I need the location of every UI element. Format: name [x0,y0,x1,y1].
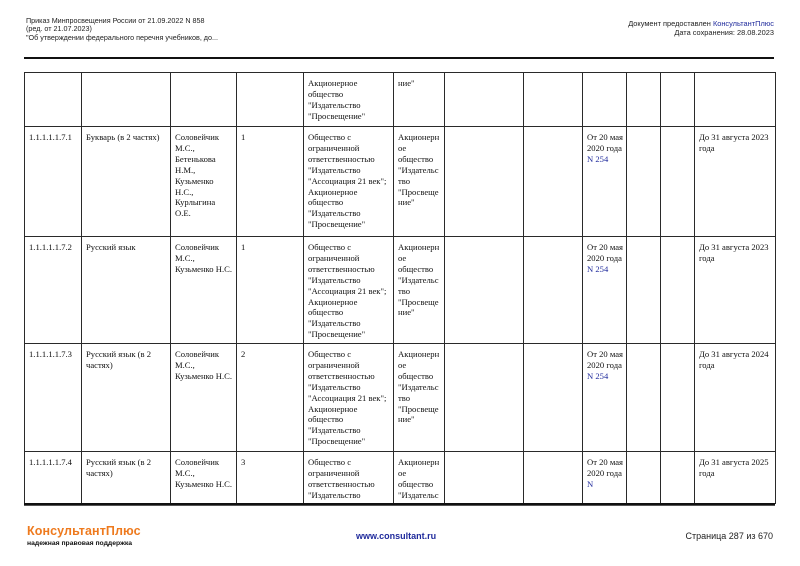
cell-legal-holder: ние" [394,73,445,127]
cell-grade: 1 [237,237,304,344]
cell-valid-until: До 31 августа 2023 года [695,237,776,344]
cell-order: От 20 мая 2020 года N 254 [583,127,627,237]
textbook-table [24,72,776,504]
cell-valid-until: До 31 августа 2024 года [695,344,776,452]
cell-code: 1.1.1.1.1.7.3 [25,344,82,452]
cell-publisher: Общество с ограниченной ответственностью "Издательство [304,452,394,504]
order-link[interactable]: N 254 [587,370,609,381]
cell-title: Русский язык (в 2 частях) [82,344,171,452]
cell-valid-until: До 31 августа 2025 года [695,452,776,504]
cell-title: Русский язык [82,237,171,344]
cell-code: 1.1.1.1.1.7.2 [25,237,82,344]
consultant-logo: КонсультантПлюс [27,524,141,538]
cell-publisher: Акционерное общество "Издательство "Просвещение" [304,73,394,127]
cell-publisher: Общество с ограниченной ответственностью "Издательство "Ассоциация 21 век"; Акционерное общество "Издательство "Просвещение" [304,344,394,452]
cell-authors: Соловейчик М.С., Кузьменко Н.С. [171,452,237,504]
cell-title: Букварь (в 2 частях) [82,127,171,237]
order-link[interactable]: N 254 [587,263,609,274]
cell-order: От 20 мая 2020 года N [583,452,627,504]
cell-legal-holder: Акционерн ое общество "Издательс тво "Просвеще ние" [394,237,445,344]
cell-order: От 20 мая 2020 года N 254 [583,344,627,452]
cell-code: 1.1.1.1.1.7.4 [25,452,82,504]
cell-grade: 1 [237,127,304,237]
order-link[interactable]: N 254 [587,153,609,164]
order-revision: (ред. от 21.07.2023) [26,24,92,34]
cell-authors: Соловейчик М.С., Кузьменко Н.С. [171,237,237,344]
logo-tagline: надежная правовая поддержка [27,540,133,547]
cell-publisher: Общество с ограниченной ответственностью "Издательство "Ассоциация 21 век"; Акционерное общество "Издательство "Просвещение" [304,127,394,237]
cell-authors: Соловейчик М.С., Бетенькова Н.М., Кузьменко Н.С., Курлыгина О.Е. [171,127,237,237]
table-row [25,237,776,344]
cell-grade: 2 [237,344,304,452]
cell-valid-until: До 31 августа 2023 года [695,127,776,237]
document-header-left [26,17,218,42]
cell-code: 1.1.1.1.1.7.1 [25,127,82,237]
footer-divider [24,503,775,506]
table-row [25,344,776,452]
cell-legal-holder: Акционерн ое общество "Издательс [394,452,445,504]
page-counter: Страница 287 из 670 [685,531,773,541]
save-date: Дата сохранения: 28.08.2023 [674,28,774,37]
cell-legal-holder: Акционерн ое общество "Издательс тво "Просвеще ние" [394,344,445,452]
website-link[interactable]: www.consultant.ru [356,531,437,541]
cell-publisher: Общество с ограниченной ответственностью "Издательство "Ассоциация 21 век"; Акционерное общество "Издательство "Просвещение" [304,237,394,344]
header-divider [24,57,774,59]
order-subject: "Об утверждении федерального перечня учебников, до... [26,32,218,42]
table-row [25,452,776,504]
cell-legal-holder: Акционерн ое общество "Издательс тво "Просвеще ние" [394,127,445,237]
cell-title: Русский язык (в 2 частях) [82,452,171,504]
provided-by: Документ предоставлен КонсультантПлюс [628,19,774,28]
table-row [25,127,776,237]
provider-brand-link[interactable]: КонсультантПлюс [712,19,774,28]
cell-grade: 3 [237,452,304,504]
order-link[interactable]: N [587,478,594,489]
cell-order: От 20 мая 2020 года N 254 [583,237,627,344]
cell-authors: Соловейчик М.С., Кузьменко Н.С. [171,344,237,452]
document-header-right [628,19,774,37]
order-title: Приказ Минпросвещения России от 21.09.2022 N 858 [26,16,205,25]
table-row-continuation [25,73,776,127]
